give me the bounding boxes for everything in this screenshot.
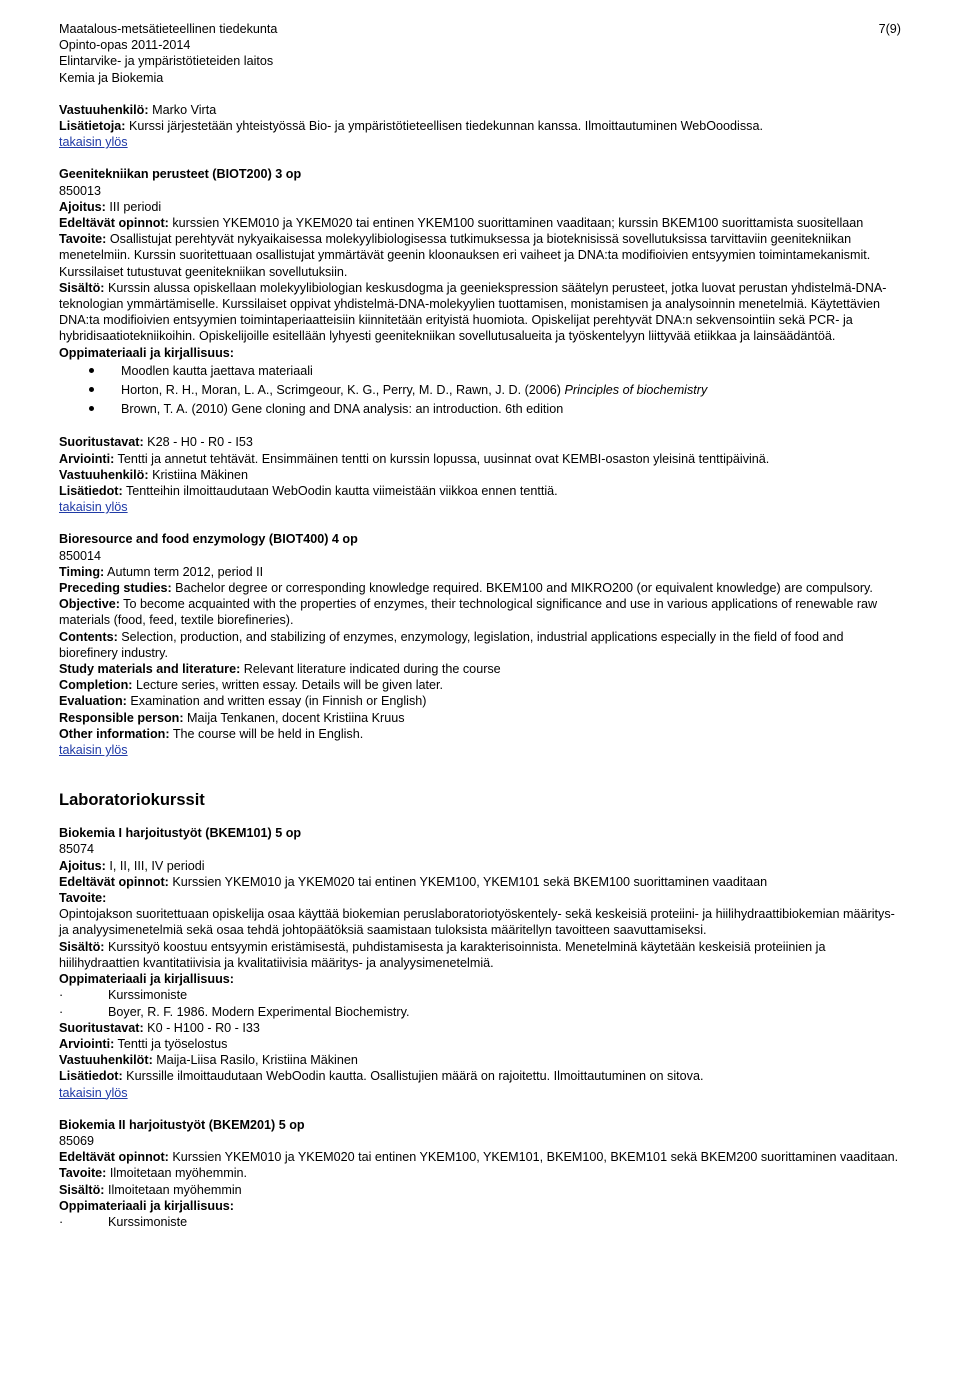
course-additional-info: Other information: The course will be held in English. xyxy=(59,726,364,741)
course-bkem201 xyxy=(59,1117,901,1230)
course-code: 85069 xyxy=(59,1133,95,1148)
course-additional-info: Lisätiedot: Tentteihin ilmoittaudutaan WebOodin kautta viimeistään viikkoa ennen tenttiä. xyxy=(59,484,558,499)
course-objective: Opintojakson suoritettuaan opiskelija osaa käyttää biokemian peruslaboratoriotyöskentely- sekä keskeisiä proteiini- ja hiilihydraattibiokemian määritys- ja analyysimenetelmiä sekä osaa tehdä johtopäätöksiä saamistaan tuloksista määritellyn tavoitteen saavuttamiseksi. xyxy=(59,907,895,938)
course-biot400 xyxy=(59,531,901,758)
course-materials-label: Oppimateriaali ja kirjallisuus: xyxy=(59,345,234,360)
list-item: Brown, T. A. (2010) Gene cloning and DNA analysis: an introduction. 6th edition xyxy=(59,401,901,417)
document-header xyxy=(59,21,901,86)
course-title: Bioresource and food enzymology (BIOT400) 4 op xyxy=(59,532,358,547)
course-prerequisites: Preceding studies: Bachelor degree or corresponding knowledge required. BKEM100 and MIKRO200 (or equivalent knowledge) are compulsory. xyxy=(59,581,873,596)
course-materials-list xyxy=(59,1214,901,1230)
course-prerequisites: Edeltävät opinnot: Kurssien YKEM010 ja YKEM020 tai entinen YKEM100, YKEM101, BKEM100, BKEM101 sekä BKEM200 suorittaminen vaaditaan. xyxy=(59,1150,899,1165)
course-responsible: Responsible person: Maija Tenkanen, docent Kristiina Kruus xyxy=(59,710,405,725)
course-prerequisites: Edeltävät opinnot: Kurssien YKEM010 ja YKEM020 tai entinen YKEM100, YKEM101 sekä BKEM100 suorittaminen vaaditaan xyxy=(59,874,768,889)
header-line-faculty: Maatalous-metsätieteellinen tiedekunta xyxy=(59,22,278,36)
course-responsible: Vastuuhenkilöt: Maija-Liisa Rasilo, Kristiina Mäkinen xyxy=(59,1053,358,1068)
course-code: 850013 xyxy=(59,183,102,198)
course-additional-info: Lisätiedot: Kurssille ilmoittaudutaan WebOodin kautta. Osallistujien määrä on rajoitettu. Ilmoittautuminen on sitova. xyxy=(59,1069,704,1084)
intro-info: Lisätietoja: Kurssi järjestetään yhteistyössä Bio- ja ympäristötieteellisen tiedekunnan kanssa. Ilmoittautuminen WebOoodissa. xyxy=(59,118,763,133)
course-code: 85074 xyxy=(59,842,95,857)
course-materials-label: Oppimateriaali ja kirjallisuus: xyxy=(59,1198,234,1213)
course-evaluation: Evaluation: Examination and written essay (in Finnish or English) xyxy=(59,694,427,709)
course-content: Sisältö: Kurssityö koostuu entsyymin eristämisestä, puhdistamisesta ja karakterisoinnista. Menetelminä käytetään keskeisiä proteiinien ja hiilihydraattien kvantitatiivisia ja kvalitatiivisia määritys- ja analyysimenetelmiä. xyxy=(59,939,826,970)
course-materials-list xyxy=(59,363,901,418)
course-bkem101 xyxy=(59,825,901,1100)
course-biot200 xyxy=(59,166,901,515)
page-number: 7(9) xyxy=(878,22,901,36)
back-to-top-link[interactable]: takaisin ylös xyxy=(59,743,128,758)
list-item: · Kurssimoniste xyxy=(59,987,901,1003)
course-timing: Timing: Autumn term 2012, period II xyxy=(59,564,264,579)
course-completion: Completion: Lecture series, written essay. Details will be given later. xyxy=(59,678,444,693)
course-responsible: Vastuuhenkilö: Kristiina Mäkinen xyxy=(59,467,248,482)
course-title: Biokemia I harjoitustyöt (BKEM101) 5 op xyxy=(59,826,302,841)
course-completion: Suoritustavat: K0 - H100 - R0 - I33 xyxy=(59,1020,260,1035)
course-objective: Tavoite: Osallistujat perehtyvät nykyaikaisessa molekyylibiologisessa tutkimuksessa ja bioteknisissä sovellutuksissa tarvittaviin geenitekniikan menetelmiin. Kurssin suoritettuaan osallistujat ymmärtävät geenin kloonauksen eri vaiheet ja DNA:ta modifioivien entsyymien toimintamekanismit. Kurssilaiset tutustuvat geenitekniikan sovellutuksiin. xyxy=(59,232,871,279)
course-completion: Suoritustavat: K28 - H0 - R0 - I53 xyxy=(59,435,253,450)
course-objective-label: Tavoite: xyxy=(59,891,107,906)
course-content: Contents: Selection, production, and stabilizing of enzymes, enzymology, legislation, industrial applications especially in the field of food and biorefinery industry. xyxy=(59,629,844,660)
course-content: Sisältö: Ilmoitetaan myöhemmin xyxy=(59,1182,242,1197)
course-code: 850014 xyxy=(59,548,102,563)
document-page xyxy=(59,21,901,1230)
header-line-department: Elintarvike- ja ympäristötieteiden laitos xyxy=(59,54,274,69)
list-item: · Boyer, R. F. 1986. Modern Experimental Biochemistry. xyxy=(59,1004,901,1020)
list-item: · Kurssimoniste xyxy=(59,1214,901,1230)
list-item: Moodlen kautta jaettava materiaali xyxy=(59,363,901,379)
course-materials: Study materials and literature: Relevant literature indicated during the course xyxy=(59,662,501,677)
course-materials-label: Oppimateriaali ja kirjallisuus: xyxy=(59,972,234,987)
course-prerequisites: Edeltävät opinnot: kurssien YKEM010 ja YKEM020 tai entinen YKEM100 suorittaminen vaaditaan; kurssin BKEM100 suorittamista suositellaan xyxy=(59,215,864,230)
intro-responsible: Vastuuhenkilö: Marko Virta xyxy=(59,102,217,117)
course-timing: Ajoitus: I, II, III, IV periodi xyxy=(59,858,205,873)
header-line-guide: Opinto-opas 2011-2014 xyxy=(59,38,191,53)
course-objective: Objective: To become acquainted with the properties of enzymes, their technological significance and use in various applications of renewable raw materials (food, feed, textile biorefineries). xyxy=(59,597,878,628)
course-evaluation: Arviointi: Tentti ja annetut tehtävät. Ensimmäinen tentti on kurssin lopussa, uusinnat ovat KEMBI-osaston yleisinä tenttipäivinä. xyxy=(59,451,770,466)
course-title: Biokemia II harjoitustyöt (BKEM201) 5 op xyxy=(59,1117,305,1132)
course-title: Geenitekniikan perusteet (BIOT200) 3 op xyxy=(59,167,302,182)
course-timing: Ajoitus: III periodi xyxy=(59,199,162,214)
header-line-subject: Kemia ja Biokemia xyxy=(59,70,164,85)
course-evaluation: Arviointi: Tentti ja työselostus xyxy=(59,1036,228,1051)
back-to-top-link[interactable]: takaisin ylös xyxy=(59,1085,128,1100)
course-objective: Tavoite: Ilmoitetaan myöhemmin. xyxy=(59,1166,248,1181)
course-content: Sisältö: Kurssin alussa opiskellaan molekyylibiologian keskusdogma ja geeniekspression säätelyn perusteet, jotka luovat perustan yhdistelmä-DNA-teknologian ymmärtämiselle. Kurssilaiset oppivat yhdistelmä-DNA-molekyylien tuottamisen, monistamisen ja analysoinnin menetelmiä. Käytettävien DNA:ta modifioivien entsyymien toimintaperiaatteisiin kiinnitetään erityistä huomiota. Opiskelijat perehtyvät DNA:n sekvensointiin sekä PCR- ja hybridisaatiotekniikoihin. Opiskelijoille esitellään lyhyesti geenitekniikan sovellutusalueita ja työskentelyyn liittyvää etiikkaa ja lainsäädäntöä. xyxy=(59,280,887,344)
section-heading-laboratory: Laboratoriokurssit xyxy=(59,791,205,810)
back-to-top-link[interactable]: takaisin ylös xyxy=(59,500,128,515)
list-item: Horton, R. H., Moran, L. A., Scrimgeour, K. G., Perry, M. D., Rawn, J. D. (2006) Principles of biochemistry xyxy=(59,382,901,398)
back-to-top-link[interactable]: takaisin ylös xyxy=(59,135,128,150)
course-materials-list xyxy=(59,987,901,1019)
